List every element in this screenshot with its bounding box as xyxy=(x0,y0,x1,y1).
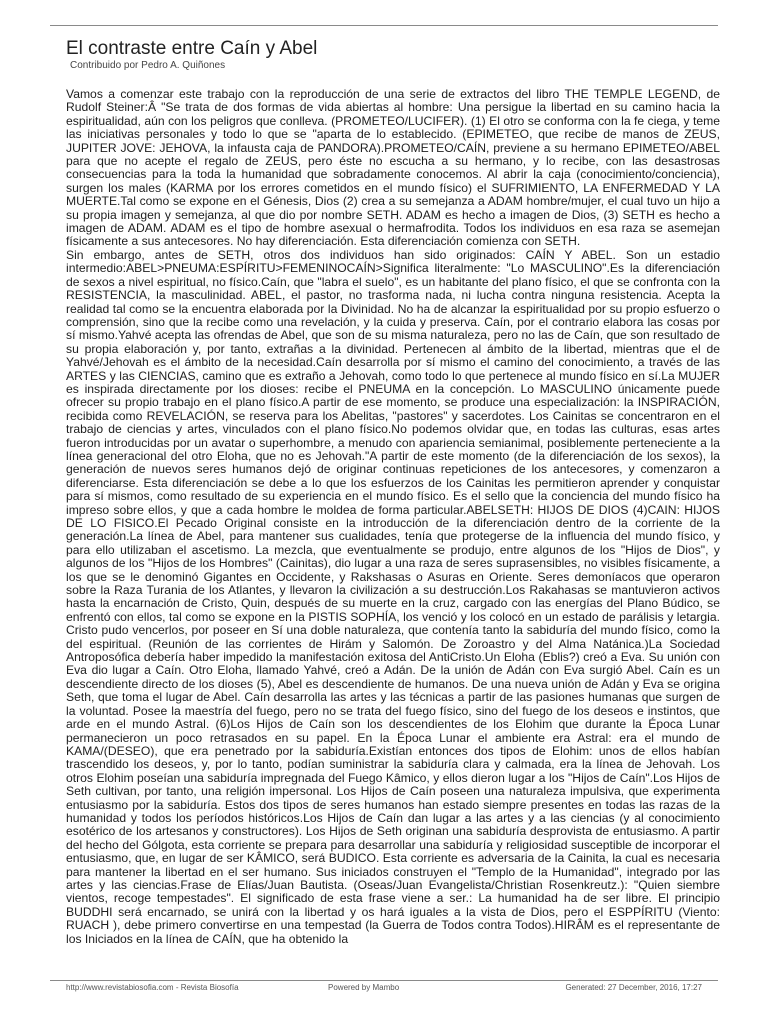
footer-site-url: http://www.revistabiosofia.com - Revista Biosofía xyxy=(66,983,239,992)
page-footer xyxy=(66,983,702,995)
article-title: El contraste entre Caín y Abel xyxy=(66,38,318,59)
article-paragraph: Vamos a comenzar este trabajo con la reproducción de una serie de extractos del libro THE TEMPLE LEGEND, de Rudolf Steiner:Â "Se trata de dos formas de vida abiertas al hombre: Una persigue la libertad en su camino hacia la espiritualidad, aún con los peligros que conlleva. (PROMETEO/LUCIFER). (1) El otro se conforma con la fe ciega, y teme las iniciativas personales y todo lo que se "aparta de lo establecido. (EPIMETEO, que recibe de manos de ZEUS, JUPITER JOVE: JEHOVA, la infausta caja de PANDORA).PROMETEO/CAÍN, previene a su hermano EPIMETEO/ABEL para que no acepte el regalo de ZEUS, pero éste no escucha a su hermano, y lo recibe, con las desastrosas consecuencias para la toda la humanidad que sobradamente conocemos. Al abrir la caja (conocimiento/conciencia), surgen los males (KARMA por los errores cometidos en el mundo físico) el SUFRIMIENTO, LA ENFERMEDAD Y LA MUERTE.Tal como se expone en el Génesis, Dios (2) crea a su semejanza a ADAM hombre/mujer, el cual tuvo un hijo a su propia imagen y semejanza, al que dio por nombre SETH. ADAM es hecho a imagen de Dios, (3) SETH es hecho a imagen de ADAM. ADAM es el tipo de hombre asexual o hermafrodita. Todos los individuos en esa raza se asemejan físicamente a sus antecesores. No hay diferenciación. Esta diferenciación comienza con SETH. xyxy=(66,88,720,249)
header-rule xyxy=(50,25,718,26)
footer-generated-date: Generated: 27 December, 2016, 17:27 xyxy=(565,983,702,992)
footer-powered-by: Powered by Mambo xyxy=(328,983,400,992)
article-paragraph: Sin embargo, antes de SETH, otros dos individuos han sido originados: CAÍN Y ABEL. Son un estadio intermedio:ABEL>PNEUMA:ESPÍRITU>FEMENINOCAÍN>Significa literalmente: "Lo MASCULINO".Es la diferenciación de sexos a nivel espiritual, no físico.Caín, que "labra el suelo", es un habitante del plano físico, el que se confronta con la RESISTENCIA, la masculinidad. ABEL, el pastor, no trasforma nada, ni lucha contra ninguna resistencia. Acepta la realidad tal como se la encuentra elaborada por la Divinidad. No ha de alcanzar la espiritualidad por su propio esfuerzo o comprensión, sino que la recibe como una revelación, y la cuida y preserva. Caín, por el contrario elabora las cosas por sí mismo.Yahvé acepta las ofrendas de Abel, que son de su misma naturaleza, pero no las de Caín, que son resultado de su propia elaboración y, por tanto, extrañas a la divinidad. Pertenecen al ámbito de la libertad, mientras que el de Yahvé/Jehovah es el ámbito de la necesidad.Caín desarrolla por sí mismo el camino del conocimiento, a través de las ARTES y las CIENCIAS, camino que es extraño a Jehovah, como todo lo que pertenece al mundo físico en sí.La MUJER es inspirada directamente por los dioses: recibe el PNEUMA en la concepción. Lo MASCULINO únicamente puede ofrecer su propio trabajo en el plano físico.A partir de ese momento, se produce una especialización: la INSPIRACIÓN, recibida como REVELACIÓN, se reserva para los Abelitas, "pastores" y sacerdotes. Los Cainitas se concentraron en el trabajo de ciencias y artes, vinculados con el plano físico.No podemos olvidar que, en todas las culturas, esas artes fueron introducidas por un avatar o superhombre, a menudo con apariencia semianimal, posiblemente perteneciente a la línea generacional del otro Eloha, que no es Jehovah."A partir de este momento (de la diferenciación de los sexos), la generación de nuevos seres humanos dejó de originar continuas repeticiones de los antecesores, y comenzaron a diferenciarse. Esta diferenciación se debe a lo que los esfuerzos de los Cainitas les permitieron aprender y conquistar para sí mismos, como resultado de su experiencia en el mundo físico. Es el sello que la conciencia del mundo físico ha impreso sobre ellos, y que a cada hombre le moldea de forma particular.ABELSETH: HIJOS DE DIOS (4)CAIN: HIJOS DE LO FISICO.El Pecado Original consiste en la introducción de la diferenciación dentro de la corriente de la generación.La línea de Abel, para mantener sus cualidades, tenía que protegerse de la influencia del mundo físico, y para ello utilizaban el ascetismo. La mezcla, que eventualmente se produjo, entre algunos de los "Hijos de Dios", y algunos de los "Hijos de los Hombres" (Cainitas), dio lugar a una raza de seres suprasensibles, no visibles físicamente, a los que se le denominó Gigantes en Occidente, y Rakshasas o Asuras en Oriente. Seres demoníacos que operaron sobre la Raza Turania de los Atlantes, y llevaron la civilización a su destrucción.Los Rakahasas se mantuvieron activos hasta la encarnación de Cristo, Quin, después de su muerte en la cruz, cargado con las energías del Plano Búdico, se enfrentó con ellos, tal como se expone en la PISTIS SOPHÍA, los venció y los colocó en un estado de parálisis y letargia. Cristo pudo vencerlos, por poseer en Sí una doble naturaleza, que contenía tanto la sabiduría del mundo físico, como la del espiritual. (Reunión de las corrientes de Hirám y Salomón. De Zoroastro y del Alma Natánica.)La Sociedad Antroposófica debería haber impedido la manifestación exitosa del AntiCristo.Un Eloha (Eblis?) creó a Eva. Su unión con Eva dio lugar a Caín. Otro Eloha, llamado Yahvé, creó a Adán. De la unión de Adán con Eva surgió Abel. Caín es un descendiente directo de los dioses (5), Abel es descendiente de humanos. De una nueva unión de Adán y Eva se origina Seth, que toma el lugar de Abel. Caín desarrolla las artes y las técnicas a partir de las pasiones humanas que surgen de la voluntad. Posee la maestría del fuego, pero no se trata del fuego físico, sino del fuego de los deseos e instintos, que arde en el mundo Astral. (6)Los Hijos de Caín son los descendientes de los Elohim que durante la Época Lunar permanecieron un poco retrasados en su papel. En la Época Lunar el ambiente era Astral: era el mundo de KAMA/(DESEO), que era penetrado por la sabiduría.Existían entonces dos tipos de Elohim: unos de ellos habían trascendido los deseos, y, por lo tanto, podían suministrar la sabiduría clara y calmada, era la línea de Jehovah. Los otros Elohim poseían una sabiduría impregnada del Fuego Kâmico, y ellos dieron lugar a los "Hijos de Caín".Los Hijos de Seth cultivan, por tanto, una religión impersonal. Los Hijos de Caín poseen una naturaleza impulsiva, que experimenta entusiasmo por la sabiduría. Estos dos tipos de seres humanos han estado siempre presentes en todas las razas de la humanidad y todos los períodos históricos.Los Hijos de Caín dan lugar a las artes y a las ciencias (y al conocimiento esotérico de los artesanos y constructores). Los Hijos de Seth originan una sabiduría desprovista de entusiasmo. A partir del hecho del Gólgota, esta corriente se prepara para desarrollar una sabiduría y religiosidad susceptible de incorporar el entusiasmo, que, en lugar de ser KÂMICO, será BUDICO. Esta corriente es adversaria de la Cainita, la cual es necesaria para mantener la libertad en el ser humano. Sus iniciados construyen el "Templo de la Humanidad", integrado por las artes y las ciencias.Frase de Elías/Juan Bautista. (Oseas/Juan Evangelista/Christian Rosenkreutz.): "Quien siembre vientos, recoge tempestades". El significado de esta frase viene a ser.: La humanidad ha de ser libre. El principio BUDDHI será encarnado, se unirá con la libertad y os hará iguales a la vista de Dios, pero el ESPPÍRITU (Viento: RUACH ), debe primero convertirse en una tempestad (la Guerra de Todos contra Todos).HIRÂM es el representante de los Iniciados en la línea de CAÍN, que ha obtenido la xyxy=(66,247,720,946)
article-byline: Contribuido por Pedro A. Quiñones xyxy=(70,60,226,71)
footer-rule xyxy=(50,980,718,981)
article-body xyxy=(66,88,720,978)
